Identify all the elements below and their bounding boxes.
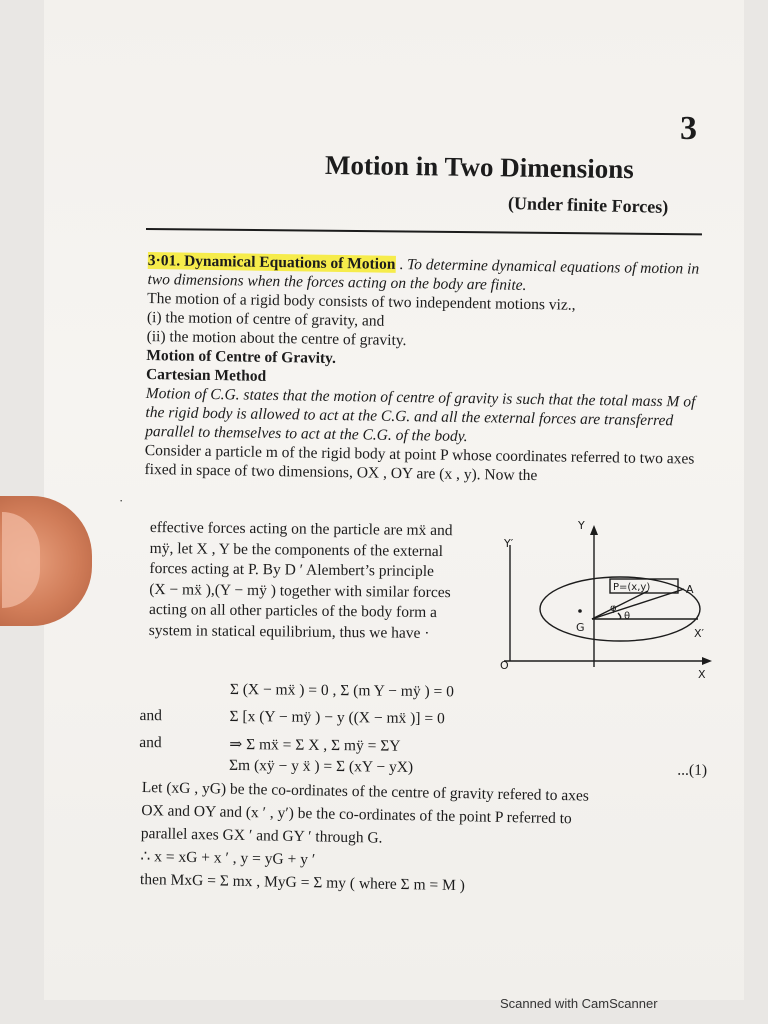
equation-number: ...(1): [677, 761, 708, 779]
closing-text: [140, 776, 702, 902]
label-P: P=(x,y): [613, 582, 651, 593]
wrap-line-2: mÿ, let X , Y be the components of the external: [149, 539, 444, 560]
wrapped-text: [149, 518, 512, 645]
sub-heading: Motion of Centre of Gravity.: [146, 346, 337, 367]
consider-paragraph: Consider a particle m of the rigid body at point P whose coordinates referred to two axes fixed in space of two dimensions, OX , OY are (x , y). Now the: [144, 441, 695, 485]
label-theta: θ: [624, 611, 631, 622]
y-arrow-icon: [590, 525, 598, 535]
wrap-line-5: acting on all other particles of the body form a: [148, 600, 438, 622]
tail-line-5: then MxG = Σ mx , MyG = Σ my ( where Σ m = M ): [139, 870, 466, 895]
tail-line-1: Let (xG , yG) be the co-ordinates of the centre of gravity refered to axes: [141, 778, 590, 805]
wrap-line-4: (X − mẍ ),(Y − mÿ ) together with similar forces: [149, 580, 451, 601]
equation-3: ⇒ Σ mẍ = Σ X , Σ mÿ = ΣY: [229, 735, 401, 755]
wrap-line-3: forces acting at P. By D ′ Alembert’s principle: [149, 559, 435, 580]
wrap-line-1: effective forces acting on the particle are mẍ and: [149, 518, 453, 540]
and-label-1: and: [139, 706, 163, 725]
equation-2: Σ [x (Y − mÿ ) − y ((X − mẍ )] = 0: [229, 707, 445, 728]
label-X: X: [698, 668, 706, 681]
theta-arc: [618, 613, 621, 619]
label-X-prime: X′: [694, 627, 705, 640]
label-phi: φ: [610, 603, 617, 614]
chapter-title: Motion in Two Dimensions: [324, 149, 635, 185]
x-arrow-icon: [702, 657, 712, 665]
tail-line-4: ∴ x = xG + x ′ , y = yG + y ′: [140, 847, 316, 869]
tail-line-3: parallel axes GX ′ and GY ′ through G.: [140, 824, 383, 847]
label-O: O: [500, 659, 509, 672]
point-dot: [578, 609, 582, 613]
label-A: A: [686, 583, 694, 596]
axes-diagram: [498, 515, 718, 685]
equations-block: [139, 676, 720, 785]
label-Y-prime: Y′: [504, 537, 514, 550]
chapter-subtitle: (Under finite Forces): [507, 193, 669, 217]
pen-mark: ·: [119, 493, 124, 508]
section-body: [144, 251, 704, 488]
tail-line-2: OX and OY and (x ′ , y′) be the co-ordinates of the point P referred to: [141, 801, 572, 828]
wrap-line-6: system in statical equilibrium, thus we have ·: [148, 621, 430, 642]
scanner-watermark: Scanned with CamScanner: [500, 996, 658, 1011]
section-heading: 3·01. Dynamical Equations of Motion: [147, 251, 396, 273]
item-ii: (ii) the motion about the centre of gravity.: [146, 327, 407, 350]
equation-4: Σm (xÿ − y ẍ ) = Σ (xY − yX): [228, 756, 414, 776]
intro-line: The motion of a rigid body consists of two independent motions viz.,: [147, 289, 576, 314]
label-G: G: [576, 621, 585, 634]
section-aim: To determine dynamical equations of motion in two dimensions when the forces acting on the body are finite.: [147, 256, 700, 294]
equation-1: Σ (X − mẍ ) = 0 , Σ (m Y − mÿ ) = 0: [229, 680, 455, 701]
cg-statement: Motion of C.G. states that the motion of centre of gravity is such that the total mass M of the rigid body is allowed to act at the C.G. and all the external forces are transferred parallel to themselves to act at the C.G. of the body.: [145, 384, 696, 446]
heading-separator: .: [395, 255, 408, 274]
and-label-2: and: [139, 733, 162, 752]
label-Y: Y: [578, 519, 585, 532]
method-heading: Cartesian Method: [145, 365, 267, 385]
chapter-number: 3: [680, 110, 697, 147]
item-i: (i) the motion of centre of gravity, and: [146, 308, 385, 330]
